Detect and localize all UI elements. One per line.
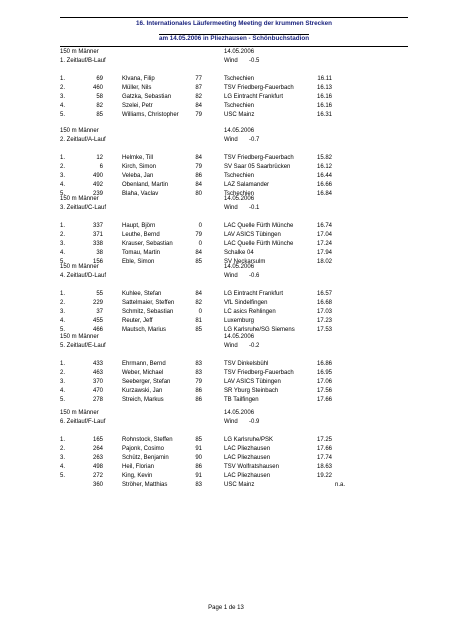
result-bib: 370 <box>92 379 103 385</box>
result-time: 16.86 <box>316 361 332 367</box>
result-time: 15.82 <box>316 155 332 161</box>
result-year: 82 <box>195 94 202 100</box>
result-name: Rohnstock, Steffen <box>122 437 173 443</box>
result-year: 90 <box>195 455 202 461</box>
result-place: 3. <box>60 94 66 100</box>
result-year: 81 <box>195 318 202 324</box>
wind-label: Wind <box>224 419 238 425</box>
result-club: LAV ASICS Tübingen <box>224 379 281 385</box>
result-time: 16.74 <box>316 223 332 229</box>
result-name: Pajonk, Cosimo <box>122 446 165 452</box>
result-year: 91 <box>195 473 202 479</box>
result-bib: 85 <box>96 112 103 118</box>
result-time: 17.04 <box>316 232 332 238</box>
result-place: 1. <box>60 155 66 161</box>
result-place: 5. <box>60 327 66 333</box>
result-club: Schalke 04 <box>224 250 254 256</box>
race-date: 14.05.2006 <box>224 128 255 134</box>
result-year: 84 <box>195 155 202 161</box>
result-time: 16.68 <box>316 300 332 306</box>
result-name: Szelei, Petr <box>122 103 153 109</box>
result-club: LAC Quelle Fürth Münche <box>224 223 294 229</box>
result-year: 91 <box>195 446 202 452</box>
result-year: 86 <box>195 464 202 470</box>
result-place: 4. <box>60 182 66 188</box>
result-name: Müller, Nils <box>122 85 152 91</box>
result-time: 16.13 <box>316 85 332 91</box>
race-date: 14.05.2006 <box>224 334 255 340</box>
meeting-date-venue-text: am 14.05.2006 in Pliezhausen - Schönbuchstadion <box>158 35 310 42</box>
result-place: 2. <box>60 300 66 306</box>
result-bib: 360 <box>92 482 103 488</box>
result-time: 17.53 <box>316 327 332 333</box>
result-place: 1. <box>60 437 66 443</box>
result-name: Helmke, Till <box>122 155 154 161</box>
result-time: 19.22 <box>316 473 332 479</box>
result-name: Weber, Michael <box>122 370 164 376</box>
result-club: TSV Wolfratshausen <box>224 464 279 470</box>
result-bib: 82 <box>96 103 103 109</box>
result-year: 77 <box>195 76 202 82</box>
result-place: 4. <box>60 318 66 324</box>
result-place: 4. <box>60 250 66 256</box>
result-club: SR Yburg Steinbach <box>224 388 279 394</box>
result-time: 17.06 <box>316 379 332 385</box>
result-year: 79 <box>195 112 202 118</box>
result-bib: 38 <box>96 250 103 256</box>
result-time: 17.94 <box>316 250 332 256</box>
result-time: 18.02 <box>316 259 332 265</box>
result-year: 85 <box>195 259 202 265</box>
result-year: 83 <box>195 370 202 376</box>
result-place: 5. <box>60 112 66 118</box>
result-club: LAC Quelle Fürth Münche <box>224 241 294 247</box>
result-time: 16.57 <box>316 291 332 297</box>
wind-value: -0.1 <box>249 205 260 211</box>
race-heat: 4. Zeitlauf/D-Lauf <box>60 273 107 279</box>
result-club: LAC Pliezhausen <box>224 455 271 461</box>
result-name: Ströher, Matthias <box>122 482 168 488</box>
result-place: 5. <box>60 191 66 197</box>
result-year: 86 <box>195 397 202 403</box>
result-name: Kirch, Simon <box>122 164 157 170</box>
result-bib: 55 <box>96 291 103 297</box>
result-year: 84 <box>195 182 202 188</box>
wind-label: Wind <box>224 205 238 211</box>
result-bib: 58 <box>96 94 103 100</box>
result-bib: 165 <box>92 437 103 443</box>
result-time: 17.56 <box>316 388 332 394</box>
result-bib: 278 <box>92 397 103 403</box>
result-name: Tomau, Martin <box>122 250 161 256</box>
result-bib: 263 <box>92 455 103 461</box>
result-name: Sattelmaier, Steffen <box>122 300 175 306</box>
wind-label: Wind <box>224 137 238 143</box>
result-club: Luxemburg <box>224 318 255 324</box>
result-place: 3. <box>60 379 66 385</box>
result-name: Krauser, Sebastian <box>122 241 173 247</box>
result-bib: 264 <box>92 446 103 452</box>
result-place: 2. <box>60 370 66 376</box>
result-year: 85 <box>195 327 202 333</box>
race-block <box>0 49 452 139</box>
wind-value: -0.7 <box>249 137 260 143</box>
result-time: 16.16 <box>316 94 332 100</box>
result-year: 85 <box>195 437 202 443</box>
result-place: 1. <box>60 76 66 82</box>
result-club: LG Karlsruhe/SG Siemens <box>224 327 295 333</box>
result-year: 0 <box>198 241 202 247</box>
result-bib: 466 <box>92 327 103 333</box>
result-name: Klvana, Filip <box>122 76 155 82</box>
result-club: SV Saar 05 Saarbrücken <box>224 164 291 170</box>
result-bib: 470 <box>92 388 103 394</box>
result-name: Veleba, Jan <box>122 173 154 179</box>
result-time: 16.31 <box>316 112 332 118</box>
result-year: 79 <box>195 232 202 238</box>
race-date: 14.05.2006 <box>224 196 255 202</box>
race-event: 150 m Männer <box>60 196 99 202</box>
result-club: TSV Friedberg-Fauerbach <box>224 85 294 91</box>
race-heat: 3. Zeitlauf/C-Lauf <box>60 205 107 211</box>
race-event: 150 m Männer <box>60 410 99 416</box>
result-place: 4. <box>60 388 66 394</box>
result-bib: 156 <box>92 259 103 265</box>
race-event: 150 m Männer <box>60 334 99 340</box>
result-name: Williams, Christopher <box>122 112 179 118</box>
result-club: LAZ Salamander <box>224 182 270 188</box>
result-place: 3. <box>60 173 66 179</box>
result-club: LAC Pliezhausen <box>224 446 271 452</box>
race-date: 14.05.2006 <box>224 264 255 270</box>
result-name: Leuthe, Bernd <box>122 232 160 238</box>
result-place: 2. <box>60 164 66 170</box>
wind-label: Wind <box>224 58 238 64</box>
result-bib: 6 <box>99 164 103 170</box>
race-date: 14.05.2006 <box>224 410 255 416</box>
result-name: Schmitz, Sebastian <box>122 309 174 315</box>
result-place: 3. <box>60 309 66 315</box>
result-time: 17.74 <box>316 455 332 461</box>
result-club: TSV Dinkelsbühl <box>224 361 269 367</box>
result-place: 2. <box>60 232 66 238</box>
result-bib: 492 <box>92 182 103 188</box>
result-name: Gatzka, Sebastian <box>122 94 172 100</box>
result-club: Tschechien <box>224 76 255 82</box>
document-title-block <box>60 17 408 47</box>
result-time: 17.66 <box>316 446 332 452</box>
result-name: Eble, Simon <box>122 259 155 265</box>
result-name: Heil, Florian <box>122 464 155 470</box>
result-place: 4. <box>60 103 66 109</box>
result-bib: 490 <box>92 173 103 179</box>
result-place: 1. <box>60 291 66 297</box>
result-name: Obenland, Martin <box>122 182 169 188</box>
result-year: 86 <box>195 173 202 179</box>
result-bib: 272 <box>92 473 103 479</box>
result-name: Kurzawski, Jan <box>122 388 163 394</box>
result-bib: 463 <box>92 370 103 376</box>
result-bib: 460 <box>92 85 103 91</box>
wind-value: -0.2 <box>249 343 260 349</box>
result-place: 5. <box>60 397 66 403</box>
wind-label: Wind <box>224 343 238 349</box>
result-time: 17.66 <box>316 397 332 403</box>
result-bib: 37 <box>96 309 103 315</box>
race-heat: 5. Zeitlauf/E-Lauf <box>60 343 106 349</box>
result-bib: 433 <box>92 361 103 367</box>
race-event: 150 m Männer <box>60 128 99 134</box>
result-year: 86 <box>195 388 202 394</box>
wind-value: -0.9 <box>249 419 260 425</box>
result-club: TB Tailfingen <box>224 397 259 403</box>
result-year: 84 <box>195 291 202 297</box>
result-year: 80 <box>195 191 202 197</box>
result-time: 16.44 <box>316 173 332 179</box>
result-club: TSV Friedberg-Fauerbach <box>224 370 294 376</box>
race-event: 150 m Männer <box>60 49 99 55</box>
wind-value: -0.5 <box>249 58 260 64</box>
result-bib: 498 <box>92 464 103 470</box>
result-time: 17.03 <box>316 309 332 315</box>
result-name: Reuter, Jeff <box>122 318 153 324</box>
result-club: VfL Sindelfingen <box>224 300 268 306</box>
result-note: n.a. <box>335 482 346 488</box>
result-time: 16.12 <box>316 164 332 170</box>
meeting-title: 16. Internationales Läufermeeting Meeting der krummen Strecken <box>136 20 332 27</box>
result-club: Tschechien <box>224 173 255 179</box>
result-club: Tschechien <box>224 103 255 109</box>
result-bib: 338 <box>92 241 103 247</box>
result-year: 82 <box>195 300 202 306</box>
result-place: 3. <box>60 455 66 461</box>
page-number: Page 1 de 13 <box>208 605 244 611</box>
result-club: TSV Friedberg-Fauerbach <box>224 155 294 161</box>
result-club: LG Karlsruhe/PSK <box>224 437 274 443</box>
result-time: 18.63 <box>316 464 332 470</box>
race-heat: 1. Zeitlauf/B-Lauf <box>60 58 106 64</box>
result-year: 83 <box>195 482 202 488</box>
result-place: 5. <box>60 259 66 265</box>
result-bib: 69 <box>96 76 103 82</box>
race-event: 150 m Männer <box>60 264 99 270</box>
result-time: 16.95 <box>316 370 332 376</box>
result-club: Tschechien <box>224 191 255 197</box>
result-name: King, Kevin <box>122 473 153 479</box>
result-club: LC asics Rehlingen <box>224 309 276 315</box>
result-time: 17.23 <box>316 318 332 324</box>
result-name: Haupt, Björn <box>122 223 156 229</box>
race-heat: 2. Zeitlauf/A-Lauf <box>60 137 106 143</box>
result-bib: 229 <box>92 300 103 306</box>
result-place: 5. <box>60 473 66 479</box>
result-year: 79 <box>195 379 202 385</box>
result-place: 2. <box>60 85 66 91</box>
result-name: Seeberger, Stefan <box>122 379 171 385</box>
result-name: Blaha, Vaclav <box>122 191 159 197</box>
result-bib: 239 <box>92 191 103 197</box>
result-club: LG Eintracht Frankfurt <box>224 94 284 100</box>
meeting-date-venue <box>60 36 408 42</box>
result-bib: 337 <box>92 223 103 229</box>
result-club: SV Neckarsulm <box>224 259 266 265</box>
result-time: 16.66 <box>316 182 332 188</box>
result-time: 16.84 <box>316 191 332 197</box>
result-place: 2. <box>60 446 66 452</box>
result-year: 87 <box>195 85 202 91</box>
result-name: Mautsch, Marius <box>122 327 167 333</box>
result-time: 16.16 <box>316 103 332 109</box>
result-year: 0 <box>198 309 202 315</box>
result-place: 3. <box>60 241 66 247</box>
wind-value: -0.6 <box>249 273 260 279</box>
result-name: Kuhlee, Stefan <box>122 291 162 297</box>
result-name: Ehrmann, Bernd <box>122 361 166 367</box>
result-year: 83 <box>195 361 202 367</box>
result-club: USC Mainz <box>224 112 255 118</box>
result-year: 84 <box>195 250 202 256</box>
result-time: 16.11 <box>317 76 332 82</box>
result-bib: 12 <box>96 155 103 161</box>
result-place: 1. <box>60 223 66 229</box>
result-year: 0 <box>198 223 202 229</box>
result-place: 4. <box>60 464 66 470</box>
result-club: USC Mainz <box>224 482 255 488</box>
result-place: 1. <box>60 361 66 367</box>
race-date: 14.05.2006 <box>224 49 255 55</box>
result-year: 79 <box>195 164 202 170</box>
result-name: Schütz, Benjamin <box>122 455 169 461</box>
race-heat: 6. Zeitlauf/F-Lauf <box>60 419 106 425</box>
result-year: 84 <box>195 103 202 109</box>
result-club: LG Eintracht Frankfurt <box>224 291 284 297</box>
race-block <box>0 410 452 500</box>
wind-label: Wind <box>224 273 238 279</box>
result-bib: 455 <box>92 318 103 324</box>
result-time: 17.24 <box>316 241 332 247</box>
result-time: 17.25 <box>316 437 332 443</box>
result-club: LAC Pliezhausen <box>224 473 271 479</box>
result-bib: 371 <box>92 232 103 238</box>
result-name: Streich, Markus <box>122 397 164 403</box>
result-club: LAV ASICS Tübingen <box>224 232 281 238</box>
